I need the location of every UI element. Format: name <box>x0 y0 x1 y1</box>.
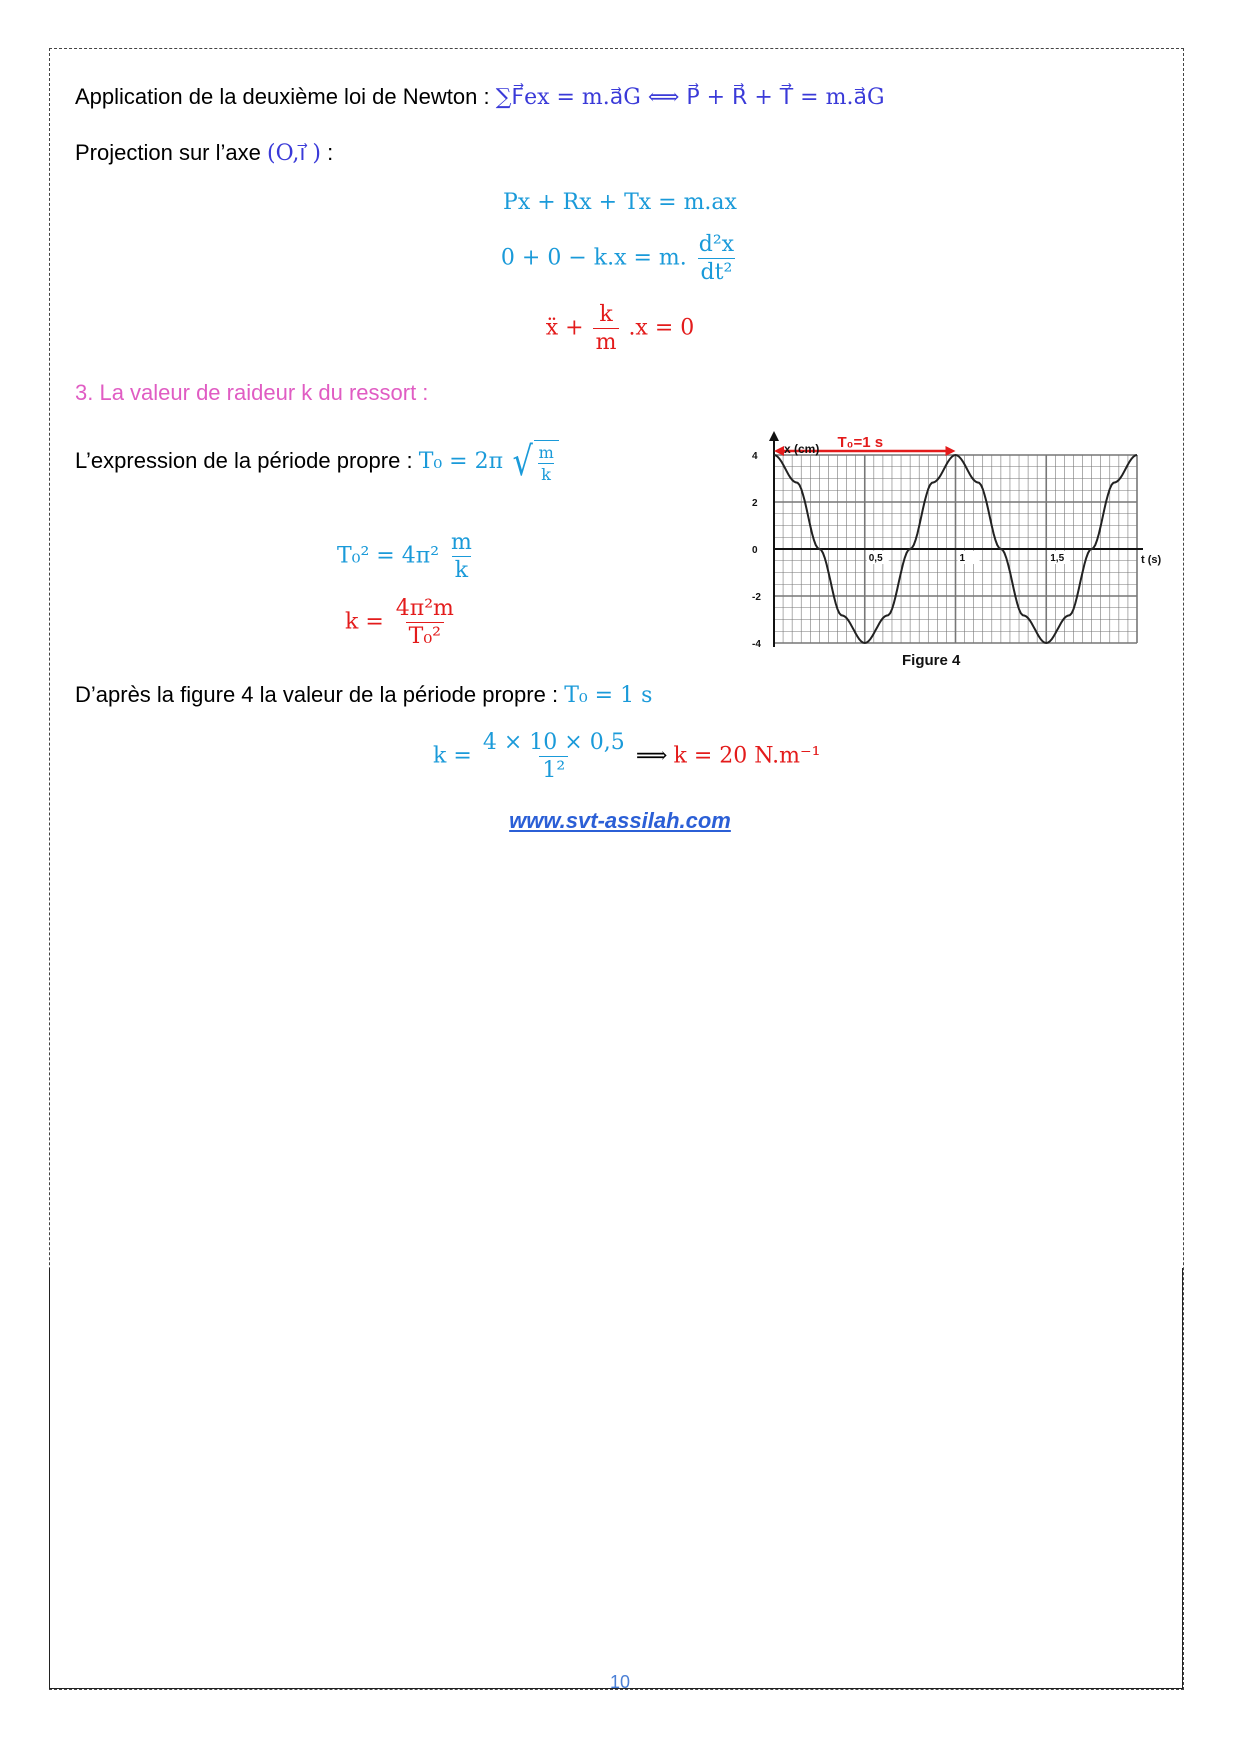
x-tick-label: 1 <box>959 553 966 564</box>
page-number: 10 <box>609 1672 631 1692</box>
projection-axis: (O,ı⃗ ) <box>267 141 322 166</box>
fraction <box>536 443 557 484</box>
fraction-numerator: m <box>538 443 554 462</box>
fraction <box>480 730 628 783</box>
fraction-denominator: dt² <box>698 258 736 285</box>
period-annotation: T₀=1 s <box>837 434 884 451</box>
fraction <box>393 596 457 649</box>
x-tick-label: 1,5 <box>1050 553 1065 564</box>
projection-colon: : <box>327 140 334 165</box>
chart-title: Figure 4 <box>902 652 961 669</box>
y-tick-label: 4 <box>752 451 758 462</box>
fraction-denominator: k <box>452 556 471 583</box>
fraction <box>448 530 475 583</box>
equation-result: k = 20 N.m⁻¹ <box>673 743 821 769</box>
newton-equation: ∑F⃗ex = m.a⃗G ⟺ P⃗ + R⃗ + T⃗ = m.a⃗G <box>495 85 885 110</box>
equation-left: T₀² = 4π² <box>337 543 440 569</box>
equation-projection <box>0 190 1240 215</box>
period-label: L’expression de la période propre : <box>75 448 413 473</box>
equation-right: .x = 0 <box>628 315 695 341</box>
y-axis-label: x (cm) <box>784 442 820 456</box>
equation-left: T₀ = 2π <box>418 449 504 474</box>
equation-left: k = <box>433 743 472 769</box>
implies-arrow: ⟹ <box>635 743 668 769</box>
fraction <box>593 302 620 355</box>
newton-label: Application de la deuxième loi de Newton : <box>75 84 490 109</box>
x-axis-label: t (s) <box>1141 554 1162 566</box>
projection-line <box>75 140 333 166</box>
y-tick-label: 0 <box>752 545 758 556</box>
equation-final-calculation <box>433 730 820 783</box>
figure-4 <box>742 425 1162 670</box>
equation-left: 0 + 0 − k.x = m. <box>500 245 687 271</box>
equation-text: Px + Rx + Tx = m.ax <box>503 190 737 215</box>
fraction-numerator: d²x <box>698 232 735 257</box>
fraction-numerator: 4 × 10 × 0,5 <box>482 730 625 755</box>
fraction-numerator: m <box>451 530 472 555</box>
figure-reading-line <box>75 682 652 708</box>
chart-labels <box>752 434 1162 669</box>
equation-differential <box>0 232 1240 285</box>
fraction-denominator: T₀² <box>406 622 444 649</box>
period-equation <box>418 439 559 485</box>
fraction-numerator: 4π²m <box>395 596 454 621</box>
frame-edge <box>49 1268 50 1688</box>
frame-edge <box>1182 1268 1183 1689</box>
x-tick-label: 0,5 <box>868 553 883 564</box>
section-heading: 3. La valeur de raideur k du ressort : <box>75 380 429 405</box>
fraction-denominator: k <box>538 463 554 484</box>
fraction <box>696 232 737 285</box>
page-number-line <box>0 1668 1240 1694</box>
equation-period-squared <box>337 530 477 583</box>
figure-reading-text: D’après la figure 4 la valeur de la période propre : <box>75 682 559 707</box>
equation-left: k = <box>345 609 384 635</box>
figure-reading-value: T₀ = 1 s <box>564 683 653 708</box>
equation-stiffness <box>345 596 459 649</box>
projection-label: Projection sur l’axe <box>75 140 261 165</box>
radical-sign: √ <box>512 439 534 485</box>
page-frame <box>49 48 1184 1690</box>
square-root <box>510 440 559 484</box>
period-expression-line <box>75 440 559 484</box>
equation-motion <box>0 302 1240 355</box>
y-tick-label: -2 <box>752 592 761 603</box>
chart-figure-4 <box>742 425 1162 670</box>
newton-law-line <box>75 84 885 110</box>
fraction-denominator: m <box>593 328 620 355</box>
fraction-numerator: k <box>599 302 613 327</box>
y-tick-label: -4 <box>752 639 761 650</box>
website-link[interactable]: www.svt-assilah.com <box>509 808 731 833</box>
y-tick-label: 2 <box>752 498 758 509</box>
website-line <box>0 808 1240 834</box>
radical-body <box>534 440 559 484</box>
equation-left: ẍ + <box>545 315 584 341</box>
y-axis-arrow <box>769 431 779 441</box>
fraction-denominator: 1² <box>539 756 568 783</box>
